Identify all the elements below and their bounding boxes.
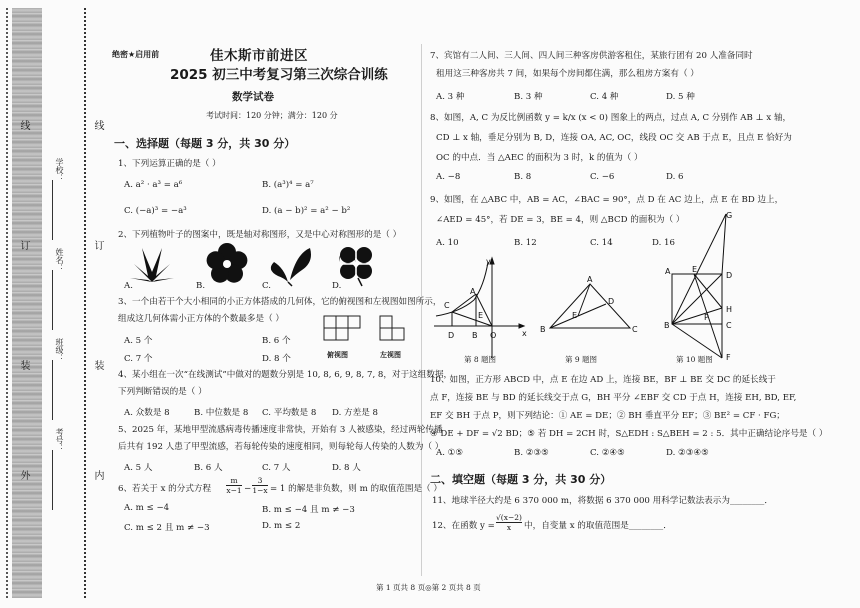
q4-option-d: D. 方差是 8 xyxy=(332,408,379,418)
f9-label-a: A xyxy=(587,275,593,284)
q9-stem-line2: ∠AED = 45°，若 DE = 3，BE = 4，则 △BCD 的面积为（ ） xyxy=(436,215,685,225)
q2-option-a: A. xyxy=(124,281,133,291)
f8-label-a: A xyxy=(470,287,476,296)
f8-label-d: D xyxy=(448,331,455,340)
binding-label-inner-3: 装 xyxy=(92,360,103,370)
f10-label-g: G xyxy=(726,211,733,220)
section1-title: 一、选择题（每题 3 分，共 30 分） xyxy=(114,137,296,150)
q3-stem-line2: 组成这几何体需小正方体的个数最多是（ ） xyxy=(118,314,285,324)
q6-stem-b: = 1 的解是非负数，则 m 的取值范围是（ ） xyxy=(270,484,442,494)
q4-stem-line2: 下列判断错误的是（ ） xyxy=(118,387,207,397)
clover-d-icon xyxy=(339,247,372,286)
f8-label-b: B xyxy=(472,331,478,340)
f10-label-f: F xyxy=(726,353,731,362)
q1-option-c: C. (−a)³ = −a³ xyxy=(124,206,187,216)
q9-stem-line1: 9、如图，在 △ABC 中，AB = AC，∠BAC = 90°，点 D 在 AC 边上，点 E 在 BD 边上， xyxy=(430,195,784,205)
q10-stem-line2: 点 F，连接 BE 与 BD 的延长线交于点 G，BH 平分 ∠EBF 交 CD 于点 H，连接 EH, BD, EF, xyxy=(430,393,797,403)
q4-option-b: B. 中位数是 8 xyxy=(194,408,249,418)
q12-stem-a: 12、在函数 y = xyxy=(432,521,495,531)
q4-stem-line1: 4、某小组在一次“在线测试”中做对的题数分别是 10, 8, 6, 9, 8, 7, 8，对于这组数据， xyxy=(118,370,453,380)
section2-title: 二、填空题（每题 3 分，共 30 分） xyxy=(430,473,612,486)
q5-option-c: C. 7 人 xyxy=(262,463,291,473)
q7-stem-line1: 7、宾馆有二人间、三人间、四人间三种客房供游客租住，某旅行团有 20 人准备同时 xyxy=(430,51,753,61)
q6-stem-a: 6、若关于 x 的分式方程 xyxy=(118,484,212,494)
leaves-c-icon xyxy=(271,248,311,286)
binding-label-outer-4: 外 xyxy=(18,470,29,480)
q6-fraction-2 xyxy=(252,476,268,495)
binding-band xyxy=(12,8,42,598)
q3-option-c: C. 7 个 xyxy=(124,354,153,364)
f10-label-h: H xyxy=(726,305,733,314)
field-school: 学校： xyxy=(55,158,64,182)
q1-option-b: B. (a³)⁴ = a⁷ xyxy=(262,180,314,190)
outer-cut-line xyxy=(6,8,8,598)
f10-label-c: C xyxy=(726,321,732,330)
q12-fraction xyxy=(496,513,522,532)
figures-8-9-10 xyxy=(430,208,760,366)
exam-subject: 数学试卷 xyxy=(232,91,274,103)
binding-label-inner-1: 线 xyxy=(92,120,103,130)
q12-stem-b: 中，自变量 x 的取值范围是________． xyxy=(524,521,672,531)
q6-option-a: A. m ≤ −4 xyxy=(124,503,170,513)
q5-stem-line1: 5、2025 年，某地甲型流感病毒传播速度非常快，开始有 3 人被感染，经过两轮传播 xyxy=(118,425,443,435)
q7-option-c: C. 4 种 xyxy=(590,92,619,102)
f10-label-b: B xyxy=(664,321,670,330)
q1-option-d: D. (a − b)² = a² − b² xyxy=(262,206,351,216)
q6-frac2-num: 3 xyxy=(252,476,268,486)
binding-label-outer-2: 订 xyxy=(18,240,29,250)
q3-option-a: A. 5 个 xyxy=(124,336,153,346)
binding-label-outer-1: 线 xyxy=(18,120,29,130)
f8-label-c: C xyxy=(444,301,450,310)
q6-frac2-den: 1−x xyxy=(252,486,268,495)
q10-stem-line1: 10、如图，正方形 ABCD 中，点 E 在边 AD 上，连接 BE，BF ⊥ BE 交 DC 的延长线于 xyxy=(430,375,776,385)
q2-option-c: C. xyxy=(262,281,272,291)
q5-option-a: A. 5 人 xyxy=(124,463,153,473)
q12-frac-den: x xyxy=(506,523,512,532)
q5-option-b: B. 6 人 xyxy=(194,463,223,473)
q3-top-view-label: 俯视图 xyxy=(327,350,348,359)
field-id-line xyxy=(52,450,53,510)
f10-label-p: P xyxy=(704,313,709,322)
q9-option-a: A. 10 xyxy=(436,238,459,248)
q4-option-a: A. 众数是 8 xyxy=(124,408,170,418)
q6-frac1-den: x−1 xyxy=(226,486,242,495)
q11-stem: 11、地球半径大约是 6 370 000 m，将数据 6 370 000 用科学记数法表示为________． xyxy=(432,496,773,506)
binding-label-outer-3: 装 xyxy=(18,360,29,370)
q10-stem-line4: ④ DE + DF = √2 BD；⑤ 若 DH = 2CH 时，S△EDH : S△BEH = 2 : 5．其中正确结论序号是（ ） xyxy=(430,429,828,439)
q10-option-b: B. ②③⑤ xyxy=(514,448,549,458)
q7-option-d: D. 5 种 xyxy=(666,92,695,102)
f8-label-o: O xyxy=(490,331,497,340)
exam-title-line2: 2025 初三中考复习第三次综合训练 xyxy=(170,67,388,83)
fig9-caption: 第 9 题图 xyxy=(565,355,598,364)
q6-frac1-num: m xyxy=(226,476,242,486)
q10-option-c: C. ②④⑤ xyxy=(590,448,625,458)
q6-option-c: C. m ≤ 2 且 m ≠ −3 xyxy=(124,523,210,533)
q10-stem-line3: EF 交 BH 于点 P，则下列结论：① AE = DE；② BH 垂直平分 EF；③ BE² = CF · FG； xyxy=(430,411,785,421)
flower-b-icon xyxy=(207,243,248,283)
q3-stem-line1: 3、一个由若干个大小相同的小正方体搭成的几何体，它的俯视图和左视图如图所示， xyxy=(118,297,442,307)
q12-frac-num: √(x−2) xyxy=(496,513,522,522)
column-divider xyxy=(421,44,422,576)
q8-option-c: C. −6 xyxy=(590,172,615,182)
q2-leaf-figures xyxy=(128,242,388,288)
q9-option-c: C. 14 xyxy=(590,238,613,248)
f8-label-x: x xyxy=(522,329,527,338)
leaf-a-icon xyxy=(130,248,174,282)
figure-10 xyxy=(672,214,726,358)
q9-option-d: D. 16 xyxy=(652,238,675,248)
q10-option-a: A. ①⑤ xyxy=(436,448,464,458)
q8-option-b: B. 8 xyxy=(514,172,532,182)
field-class-line xyxy=(52,360,53,420)
field-class: 班级： xyxy=(55,338,64,362)
f10-label-a: A xyxy=(665,267,671,276)
exam-title-line1: 佳木斯市前进区 xyxy=(210,48,308,64)
q1-option-a: A. a² · a³ = a⁶ xyxy=(124,180,183,190)
q8-stem-line1: 8、如图，A, C 为反比例函数 y = k/x (x < 0) 图象上的两点，过点 A, C 分别作 AB ⊥ x 轴， xyxy=(430,113,792,123)
q8-option-a: A. −8 xyxy=(436,172,461,182)
figure-9 xyxy=(550,284,630,328)
q8-stem-line2: CD ⊥ x 轴，垂足分别为 B, D，连接 OA, AC, OC，线段 OC 交 AB 于点 E，且点 E 恰好为 xyxy=(436,133,792,143)
f9-label-e: E xyxy=(572,311,578,320)
f8-label-e: E xyxy=(478,311,484,320)
page-footer: 第 1 页共 8 页◎第 2 页共 8 页 xyxy=(376,583,481,592)
f10-label-d: D xyxy=(726,271,733,280)
secret-mark: 绝密★启用前 xyxy=(112,50,160,59)
f10-label-e: E xyxy=(692,265,698,274)
q3-left-view-label: 左视图 xyxy=(380,350,401,359)
q5-stem-line2: 后共有 192 人患了甲型流感，若每轮传染的速度相同，则每轮每人传染的人数为（ ） xyxy=(118,442,444,452)
fig8-caption: 第 8 题图 xyxy=(464,355,497,364)
q7-option-b: B. 3 种 xyxy=(514,92,543,102)
q5-option-d: D. 8 人 xyxy=(332,463,361,473)
field-id: 考号： xyxy=(55,428,64,452)
field-school-line xyxy=(52,180,53,240)
binding-strip xyxy=(4,8,103,598)
q2-stem: 2、下列植物叶子的图案中，既是轴对称图形，又是中心对称图形的是（ ） xyxy=(118,230,402,240)
q4-option-c: C. 平均数是 8 xyxy=(262,408,317,418)
q6-option-b: B. m ≤ −4 且 m ≠ −3 xyxy=(262,505,355,515)
q2-option-d: D. xyxy=(332,281,342,291)
q3-option-d: D. 8 个 xyxy=(262,354,291,364)
field-name-line xyxy=(52,270,53,330)
f9-label-c: C xyxy=(632,325,638,334)
f9-label-b: B xyxy=(540,325,546,334)
binding-label-inner-2: 订 xyxy=(92,240,103,250)
f8-label-y: y xyxy=(486,257,491,266)
q8-option-d: D. 6 xyxy=(666,172,684,182)
fig10-caption: 第 10 题图 xyxy=(676,355,713,364)
q2-option-b: B. xyxy=(196,281,206,291)
exam-info: 考试时间：120 分钟；满分：120 分 xyxy=(206,111,338,120)
q6-minus: − xyxy=(244,484,252,494)
q8-stem-line3: OC 的中点．当 △AEC 的面积为 3 时，k 的值为（ ） xyxy=(436,153,643,163)
q6-fraction-1 xyxy=(226,476,242,495)
f9-label-d: D xyxy=(608,297,615,306)
q7-stem-line2: 租用这三种客房共 7 间，如果每个房间都住满，那么租房方案有（ ） xyxy=(436,69,699,79)
q6-option-d: D. m ≤ 2 xyxy=(262,521,301,531)
binding-label-inner-4: 内 xyxy=(92,470,103,480)
q3-option-b: B. 6 个 xyxy=(262,336,291,346)
inner-cut-line xyxy=(84,8,86,598)
q7-option-a: A. 3 种 xyxy=(436,92,465,102)
field-name: 姓名： xyxy=(55,248,64,272)
q10-option-d: D. ②③④⑤ xyxy=(666,448,709,458)
q1-stem: 1、下列运算正确的是（ ） xyxy=(118,159,221,169)
q9-option-b: B. 12 xyxy=(514,238,537,248)
